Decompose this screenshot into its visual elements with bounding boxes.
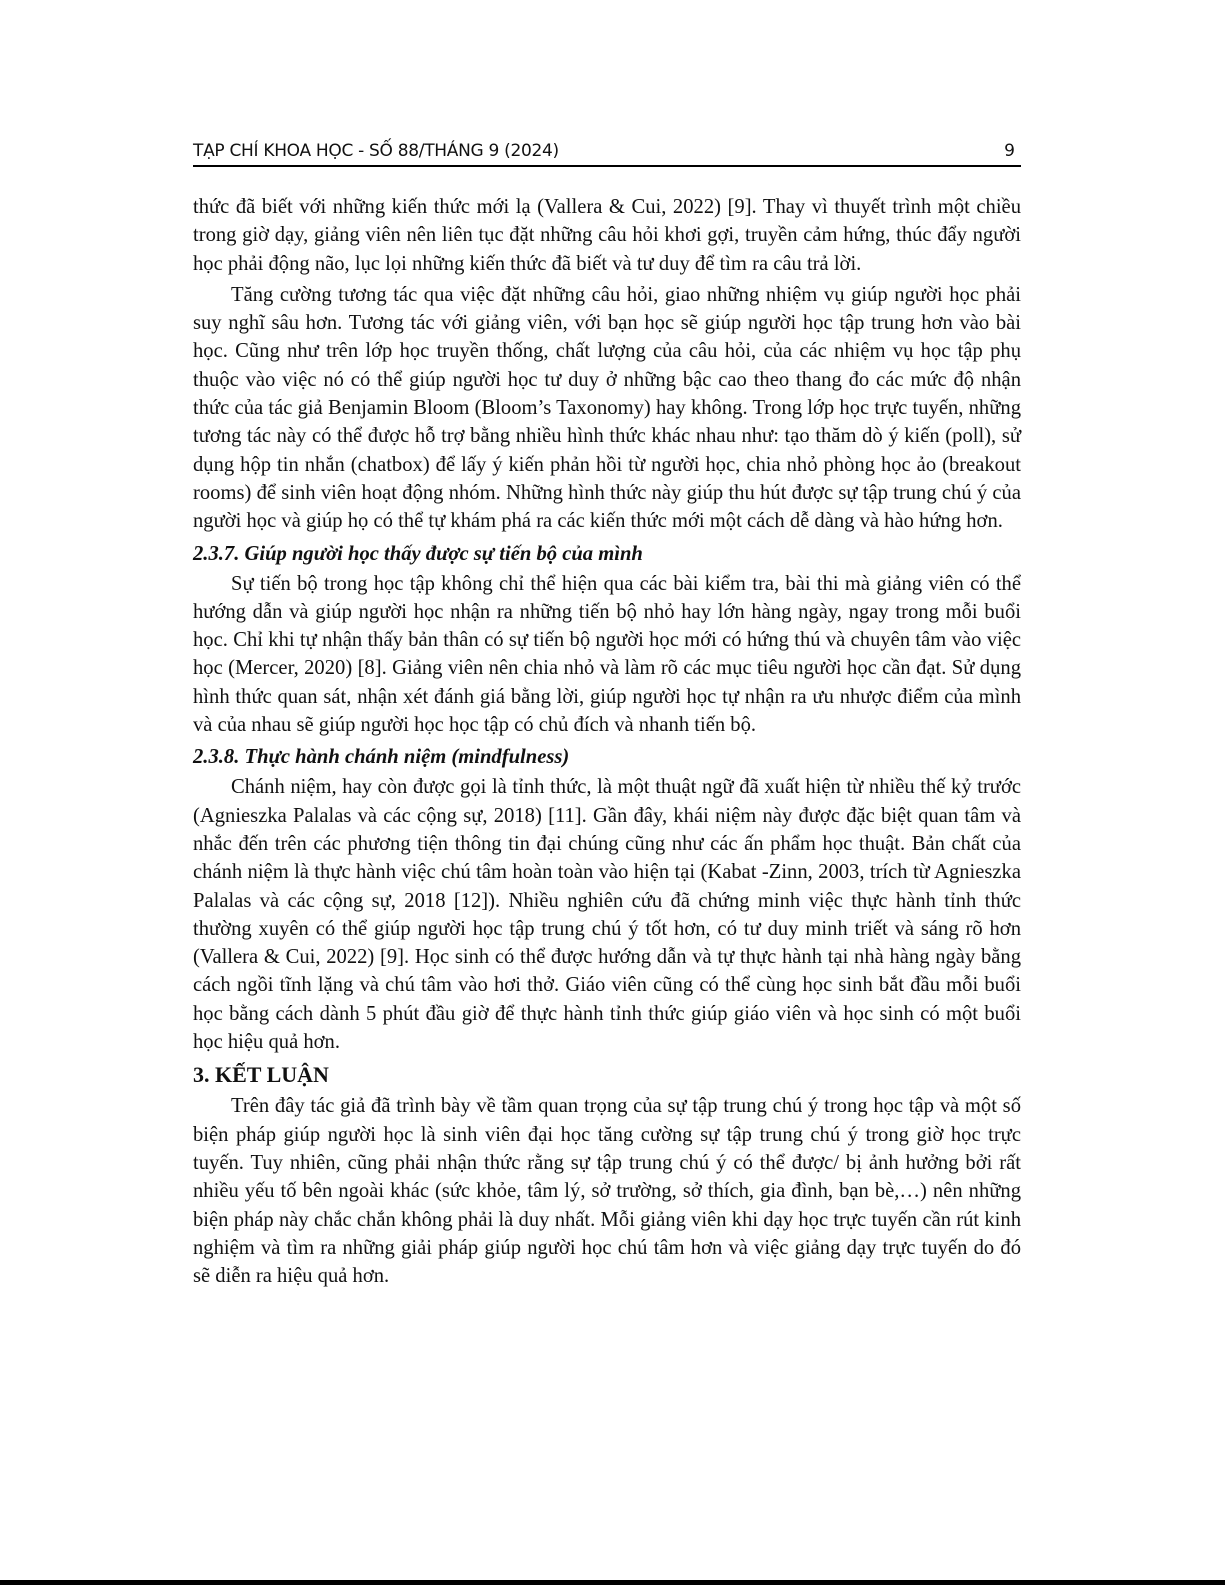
paragraph: Trên đây tác giả đã trình bày về tầm quan trọng của sự tập trung chú ý trong học tập và một số biện pháp giúp người học là sinh viên đại học tăng cường sự tập trung chú ý trong giờ học trực tuyến. Tuy nhiên, cũng phải nhận thức rằng sự tập trung chú ý có thể được/ bị ảnh hưởng bởi rất nhiều yếu tố bên ngoài khác (sức khỏe, tâm lý, sở trường, sở thích, gia đình, bạn bè,…) nên những biện pháp này chắc chắn không phải là duy nhất. Mỗi giảng viên khi dạy học trực tuyến cần rút kinh nghiệm và tìm ra những giải pháp giúp người học chú tâm hơn và việc giảng dạy trực tuyến do đó sẽ diễn ra hiệu quả hơn. <box>193 1095 1021 1288</box>
page-body <box>193 193 1021 1293</box>
paragraph: Sự tiến bộ trong học tập không chỉ thể hiện qua các bài kiểm tra, bài thi mà giảng viên có thể hướng dẫn và giúp người học nhận ra những tiến bộ nhỏ hay lớn hàng ngày, ngay trong mỗi buổi học. Chỉ khi tự nhận thấy bản thân có sự tiến bộ người học mới có hứng thú và chuyên tâm vào việc học (Mercer, 2020) [8]. Giảng viên nên chia nhỏ và làm rõ các mục tiêu người học cần đạt. Sử dụng hình thức quan sát, nhận xét đánh giá bằng lời, giúp người học tự nhận ra ưu nhược điểm của mình và của nhau sẽ giúp người học học tập có chủ đích và nhanh tiến bộ. <box>193 572 1021 737</box>
section-heading-2-3-7: 2.3.7. Giúp người học thấy được sự tiến bộ của mình <box>193 542 643 565</box>
page-edge-bar <box>0 1580 1225 1585</box>
paragraph: Tăng cường tương tác qua việc đặt những câu hỏi, giao những nhiệm vụ giúp người học phải suy nghĩ sâu hơn. Tương tác với giảng viên, với bạn học sẽ giúp người học tập trung hơn vào bài học. Cũng như trên lớp học truyền thống, chất lượng của câu hỏi, của các nhiệm vụ học tập phụ thuộc vào việc nó có thể giúp người học tư duy ở những bậc cao theo thang đo các mức độ nhận thức của tác giả Benjamin Bloom (Bloom’s Taxonomy) hay không. Trong lớp học trực tuyến, những tương tác này có thể được hỗ trợ bằng nhiều hình thức khác nhau như: tạo thăm dò ý kiến (poll), sử dụng hộp tin nhắn (chatbox) để lấy ý kiến phản hồi từ người học, chia nhỏ phòng học ảo (breakout rooms) để sinh viên hoạt động nhóm. Những hình thức này giúp thu hút được sự tập trung chú ý của người học và giúp họ có thể tự khám phá ra các kiến thức mới một cách dễ dàng và hào hứng hơn. <box>193 283 1021 533</box>
running-header <box>193 138 1021 167</box>
paragraph: thức đã biết với những kiến thức mới lạ (Vallera & Cui, 2022) [9]. Thay vì thuyết trình một chiều trong giờ dạy, giảng viên nên liên tục đặt những câu hỏi khơi gợi, truyền cảm hứng, thúc đẩy người học phải động não, lục lọi những kiến thức đã biết và tư duy để tìm ra câu trả lời. <box>193 196 1021 275</box>
section-heading-conclusion: 3. KẾT LUẬN <box>193 1062 329 1088</box>
journal-title: TẠP CHÍ KHOA HỌC - SỐ 88/THÁNG 9 (2024) <box>193 141 559 161</box>
page-number: 9 <box>1004 141 1015 161</box>
paragraph: Chánh niệm, hay còn được gọi là tỉnh thức, là một thuật ngữ đã xuất hiện từ nhiều thế kỷ trước (Agnieszka Palalas và các cộng sự, 2018) [11]. Gần đây, khái niệm này được đặc biệt quan tâm và nhắc đến trên các phương tiện thông tin đại chúng cũng như các ấn phẩm học thuật. Bản chất của chánh niệm là thực hành việc chú tâm hoàn toàn vào hiện tại (Kabat -Zinn, 2003, trích từ Agnieszka Palalas và các cộng sự, 2018 [12]). Nhiều nghiên cứu đã chứng minh việc thực hành tỉnh thức thường xuyên có thể giúp người học tập trung chú ý tốt hơn, có tư duy minh triết và sáng rõ hơn (Vallera & Cui, 2022) [9]. Học sinh có thể được hướng dẫn và tự thực hành tại nhà hàng ngày bằng cách ngồi tĩnh lặng và chú tâm vào hơi thở. Giáo viên cũng có thể cùng học sinh bắt đầu mỗi buổi học bằng cách dành 5 phút đầu giờ để thực hành tỉnh thức giúp giáo viên và học sinh có một buổi học hiệu quả hơn. <box>193 776 1021 1054</box>
section-heading-2-3-8: 2.3.8. Thực hành chánh niệm (mindfulness) <box>193 746 570 769</box>
